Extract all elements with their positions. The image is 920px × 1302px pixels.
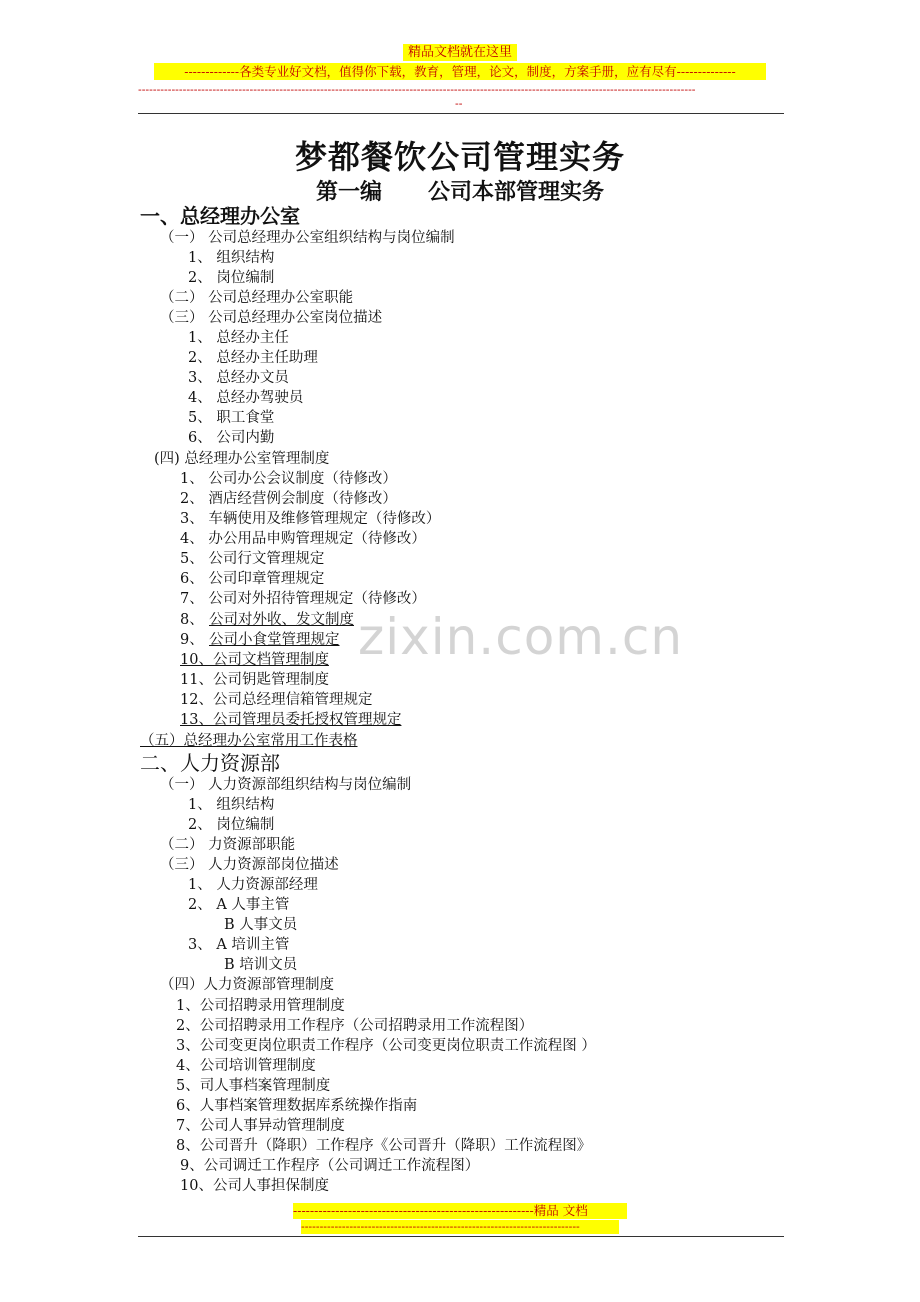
toc-link[interactable]: 10、公司文档管理制度 <box>180 652 329 668</box>
toc-link[interactable]: 13、公司管理员委托授权管理规定 <box>180 712 402 728</box>
header-dash-tail: -- <box>455 97 463 110</box>
toc-item: 1、 组织结构 <box>188 250 275 266</box>
toc-link[interactable]: （五）总经理办公室常用工作表格 <box>140 733 358 749</box>
toc-item: （四）人力资源部管理制度 <box>160 977 334 993</box>
toc-item: 2、 A 人事主管 <box>188 897 290 913</box>
toc-item: (四) 总经理办公室管理制度 <box>154 451 330 467</box>
toc-item: 2、公司招聘录用工作程序（公司招聘录用工作流程图） <box>176 1018 534 1034</box>
toc-item: 5、司人事档案管理制度 <box>176 1078 331 1094</box>
toc-item: B 人事文员 <box>224 917 298 933</box>
toc-item: 1、 总经办主任 <box>188 330 289 346</box>
toc-item: 3、公司变更岗位职责工作程序（公司变更岗位职责工作流程图 ） <box>176 1038 596 1054</box>
toc-item: 2、 岗位编制 <box>188 817 275 833</box>
toc-item: 3、 A 培训主管 <box>188 937 290 953</box>
toc-item: （一） 人力资源部组织结构与岗位编制 <box>160 777 412 793</box>
toc-item: 2、 总经办主任助理 <box>188 350 318 366</box>
top-rule <box>138 113 784 114</box>
header-badge: 精品文档就在这里 <box>403 44 517 61</box>
toc-link[interactable]: 公司对外收、发文制度 <box>209 612 354 628</box>
toc-item: 3、 车辆使用及维修管理规定（待修改） <box>180 511 441 527</box>
toc-item: （二） 公司总经理办公室职能 <box>160 290 354 306</box>
footer-tagline: ---------------------------------------------------------精品 文档 <box>293 1203 627 1219</box>
toc-item: 4、 总经办驾驶员 <box>188 390 304 406</box>
toc-item: 3、 总经办文员 <box>188 370 289 386</box>
footer-dash-rule: --------------------------------------------------------------------------- <box>301 1220 619 1234</box>
toc-item: 4、 办公用品申购管理规定（待修改） <box>180 531 426 547</box>
toc-item: 1、公司招聘录用管理制度 <box>176 998 345 1014</box>
toc-link[interactable]: 公司小食堂管理规定 <box>209 632 340 648</box>
toc-item: 2、 岗位编制 <box>188 270 275 286</box>
toc-item: 11、公司钥匙管理制度 <box>180 672 329 688</box>
header-tagline: -------------各类专业好文档，值得你下载，教育，管理，论文，制度，方案手册，应有尽有-------------- <box>154 63 766 80</box>
toc-item: 2、 酒店经营例会制度（待修改） <box>180 491 397 507</box>
header-dash-rule: ------------------------------------------------------------------------------------------------------------------------------------------------------ <box>138 84 696 96</box>
section-heading: 一、总经理办公室 <box>140 204 300 228</box>
toc-item: 7、公司人事异动管理制度 <box>176 1118 345 1134</box>
toc-item: 7、 公司对外招待管理规定（待修改） <box>180 591 426 607</box>
toc-item: （二） 力资源部职能 <box>160 837 296 853</box>
toc-item: （一） 公司总经理办公室组织结构与岗位编制 <box>160 230 455 246</box>
toc-item: 4、公司培训管理制度 <box>176 1058 316 1074</box>
toc-item: 6、 公司内勤 <box>188 430 275 446</box>
section-heading: 二、人力资源部 <box>140 751 280 775</box>
toc-item-number: 9、 <box>180 632 204 648</box>
document-subtitle: 第一编 公司本部管理实务 <box>316 180 604 205</box>
toc-item: 10、公司人事担保制度 <box>180 1178 329 1194</box>
toc-item: 8、公司晋升（降职）工作程序《公司晋升（降职）工作流程图》 <box>176 1138 592 1154</box>
toc-item: 6、人事档案管理数据库系统操作指南 <box>176 1098 418 1114</box>
toc-item-number: 8、 <box>180 612 204 628</box>
toc-item: 5、 职工食堂 <box>188 410 275 426</box>
document-title: 梦都餐饮公司管理实务 <box>294 138 625 176</box>
toc-item: 9、公司调迁工作程序（公司调迁工作流程图） <box>180 1158 480 1174</box>
watermark: zixin.com.cn <box>358 608 684 666</box>
toc-item: （三） 公司总经理办公室岗位描述 <box>160 310 383 326</box>
toc-item: 12、公司总经理信箱管理规定 <box>180 692 373 708</box>
toc-item: 5、 公司行文管理规定 <box>180 551 325 567</box>
toc-item: 6、 公司印章管理规定 <box>180 571 325 587</box>
toc-item: 1、 人力资源部经理 <box>188 877 318 893</box>
toc-item: 1、 组织结构 <box>188 797 275 813</box>
toc-item: （三） 人力资源部岗位描述 <box>160 857 339 873</box>
toc-item: 1、 公司办公会议制度（待修改） <box>180 471 397 487</box>
bottom-rule <box>138 1236 784 1237</box>
toc-item: B 培训文员 <box>224 957 298 973</box>
